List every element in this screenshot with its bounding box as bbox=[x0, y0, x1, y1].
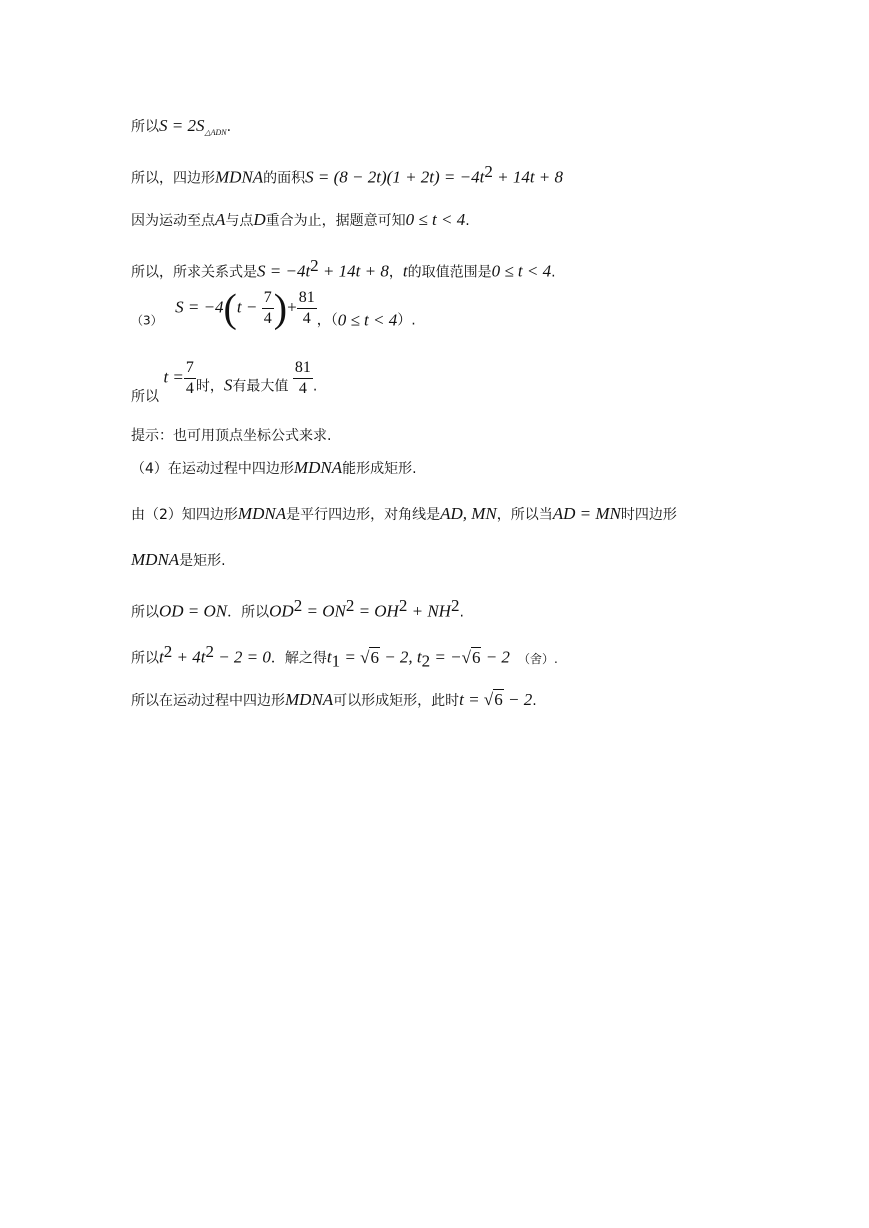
fraction-7-4: $\frac{7}{4}$ bbox=[263, 289, 272, 327]
sqrt-6-a: √6 bbox=[360, 647, 379, 667]
line-4: 所以，所求关系式是$S = -4t^2 + 14t + 8$，t的取值范围是0 ≤ t < 4. bbox=[131, 256, 556, 281]
line-5: （3） S = −4(t − $\frac{7}{4}$ )+ $\frac{81}{4}$ ，（0 ≤ t < 4）. bbox=[131, 285, 416, 331]
fraction-81-4: $\frac{81}{4}$ bbox=[298, 289, 315, 327]
line-8: （4）在运动过程中四边形MDNA能形成矩形. bbox=[131, 458, 417, 477]
line-1: 所以$S = 2S_{\triangle ADN}$. bbox=[131, 116, 232, 137]
line-13: 所以在运动过程中四边形MDNA可以形成矩形，此时t = √6 − 2. bbox=[131, 690, 537, 709]
line-2: 所以，四边形MDNA的面积$S = (8 - 2t)(1 + 2t) = -4t^2 + 14t + 8$ bbox=[131, 162, 564, 187]
sqrt-6-b: √6 bbox=[461, 647, 481, 667]
sqrt-6-c: √6 bbox=[483, 690, 503, 709]
line-12: 所以$t^2 + 4t^2 - 2 = 0$．解之得$t_1 = √6 - 2$, $t_2 = -√6 - 2$ （舍）. bbox=[131, 642, 558, 671]
line-3: 因为运动至点A与点D重合为止，据题意可知0 ≤ t < 4. bbox=[131, 210, 470, 229]
line-6: 所以 t = $\frac{7}{4}$ 时，S有最大值 $\frac{81}{4}$ . bbox=[131, 359, 318, 405]
line-10: MDNA是矩形. bbox=[131, 550, 226, 569]
line-11: 所以OD = ON．所以$OD^2 = ON^2 = OH^2 + NH^2$. bbox=[131, 596, 464, 621]
vertex-form: S = −4(t − $\frac{7}{4}$ )+ $\frac{81}{4}$ bbox=[175, 285, 315, 331]
fraction-81-4-max: $\frac{81}{4}$ bbox=[294, 359, 311, 397]
fraction-7-4-t: $\frac{7}{4}$ bbox=[185, 359, 194, 397]
line-9: 由（2）知四边形MDNA是平行四边形，对角线是AD, MN，所以当AD = MN时四边形 bbox=[131, 504, 677, 523]
line-7: 提示：也可用顶点坐标公式来求. bbox=[131, 428, 332, 444]
